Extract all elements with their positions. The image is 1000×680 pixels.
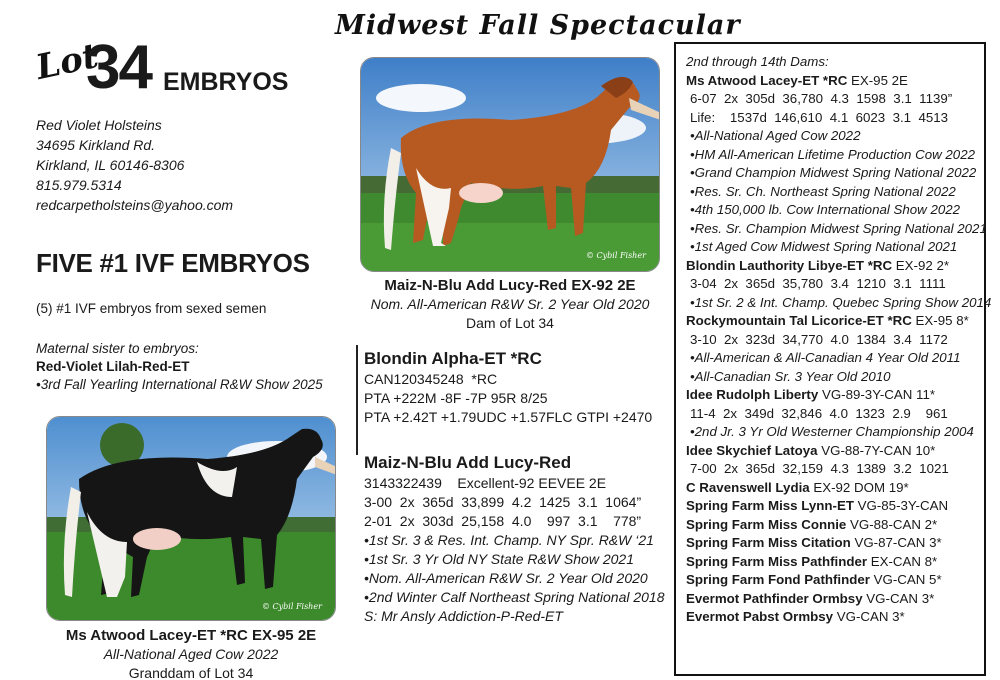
consignor-street: 34695 Kirkland Rd.	[36, 137, 156, 153]
dam-classification: VG-89-3Y-CAN 11*	[818, 387, 936, 402]
dam-name: Idee Skychief Latoya	[686, 442, 818, 458]
dam-note: •Nom. All-American R&W Sr. 2 Year Old 2020	[364, 570, 648, 586]
pedigree-dam	[686, 386, 984, 405]
sire-line: PTA +2.42T +1.79UDC +1.57FLC GTPI +2470	[364, 409, 653, 425]
dam-record: 3-10 2x 323d 34,770 4.0 1384 3.4 1172	[690, 331, 948, 347]
pedigree-dam	[686, 516, 984, 535]
dam-award: •4th 150,000 lb. Cow International Show 2022	[690, 202, 961, 217]
dam-name: Spring Farm Miss Pathfinder	[686, 553, 868, 569]
banner-title: Midwest Fall Spectacular	[335, 10, 741, 41]
pedigree-dam	[686, 571, 984, 590]
dam-note: •2nd Winter Calf Northeast Spring National 2018	[364, 589, 665, 605]
sister-name: Red-Violet Lilah-Red-ET	[36, 359, 190, 374]
sire-divider	[356, 345, 358, 455]
lot-subtitle: EMBRYOS	[163, 68, 289, 96]
dam-classification: VG-CAN 5*	[869, 572, 942, 587]
sire-name: Blondin Alpha-ET *RC	[364, 349, 542, 368]
pedigree-dam	[686, 553, 984, 572]
dam-note: •1st Sr. 3 & Res. Int. Champ. NY Spr. R&W ‘21	[364, 532, 654, 548]
dam-name: Idee Rudolph Liberty	[686, 387, 819, 402]
dam-photo	[360, 57, 660, 272]
granddam-caption	[26, 626, 356, 680]
granddam-caption-relation: Granddam of Lot 34	[128, 665, 254, 680]
pedigree-dam	[686, 590, 984, 609]
dam-name: Spring Farm Miss Connie	[686, 516, 847, 532]
black-white-cow-image	[47, 417, 336, 621]
pedigree-dams	[686, 72, 992, 627]
dam-record: 7-00 2x 365d 32,159 4.3 1389 3.2 1021	[690, 461, 949, 476]
dam-line: 3143322439 Excellent-92 EEVEE 2E	[364, 475, 607, 491]
dam-classification: EX-CAN 8*	[867, 553, 938, 569]
dam-name: C Ravenswell Lydia	[686, 479, 810, 495]
dam-award: •2nd Jr. 3 Yr Old Westerner Championship 2004	[690, 424, 974, 439]
pedigree-dam	[686, 72, 984, 91]
dam-name: Ms Atwood Lacey-ET *RC	[686, 72, 848, 88]
dam-record: 3-00 2x 365d 33,899 4.2 1425 3.1 1064”	[364, 494, 642, 510]
lot-word: Lot	[32, 35, 102, 89]
dam-classification: VG-87-CAN 3*	[850, 535, 942, 550]
dam-award: •1st Aged Cow Midwest Spring National 2021	[690, 239, 958, 254]
dam-name: Spring Farm Fond Pathfinder	[686, 572, 870, 587]
dam-award: •All-Canadian Sr. 3 Year Old 2010	[690, 368, 891, 384]
lot-number: 34	[86, 33, 151, 102]
pedigree-dam	[686, 608, 984, 627]
pedigree-header: 2nd through 14th Dams:	[686, 54, 829, 69]
dam-award: •All-American & All-Canadian 4 Year Old 2011	[690, 350, 961, 365]
dam-caption-relation: Dam of Lot 34	[466, 315, 554, 331]
consignor-city: Kirkland, IL 60146-8306	[36, 157, 185, 173]
dam-record: 6-07 2x 305d 36,780 4.3 1598 3.1 1139”	[690, 91, 953, 106]
dam-note: •1st Sr. 3 Yr Old NY State R&W Show 2021	[364, 551, 634, 567]
dam-classification: VG-88-CAN 2*	[846, 516, 938, 532]
dam-classification: EX-92 2*	[892, 257, 950, 273]
dam-name: Spring Farm Miss Citation	[686, 535, 851, 550]
embryo-note: (5) #1 IVF embryos from sexed semen	[36, 301, 267, 316]
pedigree-dam	[686, 497, 984, 516]
dam-classification: VG-CAN 3*	[862, 590, 935, 606]
maternal-sister	[36, 340, 323, 394]
pedigree-dam	[686, 257, 984, 276]
dam-caption	[345, 276, 675, 333]
consignor-contact	[36, 115, 233, 215]
sister-label: Maternal sister to embryos:	[36, 341, 199, 356]
granddam-caption-name: Ms Atwood Lacey-ET *RC EX-95 2E	[65, 627, 317, 644]
pedigree-box	[674, 42, 992, 676]
sister-note: •3rd Fall Yearling International R&W Show 2025	[36, 377, 323, 392]
dam-award: •Res. Sr. Champion Midwest Spring National 2021	[690, 220, 987, 236]
photo-credit: © Cybil Fisher	[586, 251, 646, 260]
red-white-cow-image	[361, 58, 660, 272]
offering-heading: FIVE #1 IVF EMBRYOS	[36, 248, 310, 278]
dam-classification: EX-95 8*	[911, 313, 969, 328]
dam-name: Evermot Pabst Ormbsy	[686, 609, 834, 624]
dam-classification: EX-95 2E	[847, 72, 908, 88]
sire-line: CAN120345248 *RC	[364, 371, 498, 387]
dam-classification: VG-88-7Y-CAN 10*	[817, 442, 936, 458]
dam-name: Maiz-N-Blu Add Lucy-Red	[364, 453, 572, 472]
dam-record: 3-04 2x 365d 35,780 3.4 1210 3.1 1111	[690, 276, 946, 291]
granddam-caption-award: All-National Aged Cow 2022	[103, 646, 279, 662]
dam-award: •1st Sr. 2 & Int. Champ. Quebec Spring Show 2014	[690, 294, 992, 310]
dam-sire: S: Mr Ansly Addiction-P-Red-ET	[364, 608, 563, 624]
consignor-email: redcarpetholsteins@yahoo.com	[36, 197, 234, 213]
dam-classification: VG-85-3Y-CAN	[853, 498, 949, 513]
pedigree-dam	[686, 479, 984, 498]
dam-name: Blondin Lauthority Libye-ET *RC	[686, 257, 893, 273]
dam-award: •HM All-American Lifetime Production Cow 2022	[690, 146, 975, 162]
sire-block	[364, 348, 669, 427]
pedigree-dam	[686, 534, 984, 553]
consignor-phone: 815.979.5314	[36, 177, 122, 193]
photo-credit: © Cybil Fisher	[262, 602, 322, 611]
dam-name: Rockymountain Tal Licorice-ET *RC	[686, 313, 912, 328]
sire-line: PTA +222M -8F -7P 95R 8/25	[364, 390, 548, 406]
dam-caption-award: Nom. All-American R&W Sr. 2 Year Old 2020	[370, 296, 650, 312]
dam-award: •Res. Sr. Ch. Northeast Spring National 2022	[690, 183, 956, 199]
pedigree-dam	[686, 442, 984, 461]
dam-classification: EX-92 DOM 19*	[809, 479, 909, 495]
consignor-name: Red Violet Holsteins	[36, 117, 162, 133]
dam-record: Life: 1537d 146,610 4.1 6023 3.1 4513	[690, 109, 949, 125]
dam-name: Spring Farm Miss Lynn-ET	[686, 498, 854, 513]
dam-classification: VG-CAN 3*	[833, 609, 905, 624]
pedigree-dam	[686, 312, 984, 331]
dam-caption-name: Maiz-N-Blu Add Lucy-Red EX-92 2E	[384, 277, 636, 294]
dam-record: 11-4 2x 349d 32,846 4.0 1323 2.9 961	[690, 405, 948, 421]
dam-award: •Grand Champion Midwest Spring National 2022	[690, 165, 977, 180]
dam-award: •All-National Aged Cow 2022	[690, 128, 861, 143]
granddam-photo	[46, 416, 336, 621]
dam-record: 2-01 2x 303d 25,158 4.0 997 3.1 778”	[364, 513, 642, 529]
dam-block	[364, 452, 669, 626]
dam-name: Evermot Pathfinder Ormbsy	[686, 590, 863, 606]
